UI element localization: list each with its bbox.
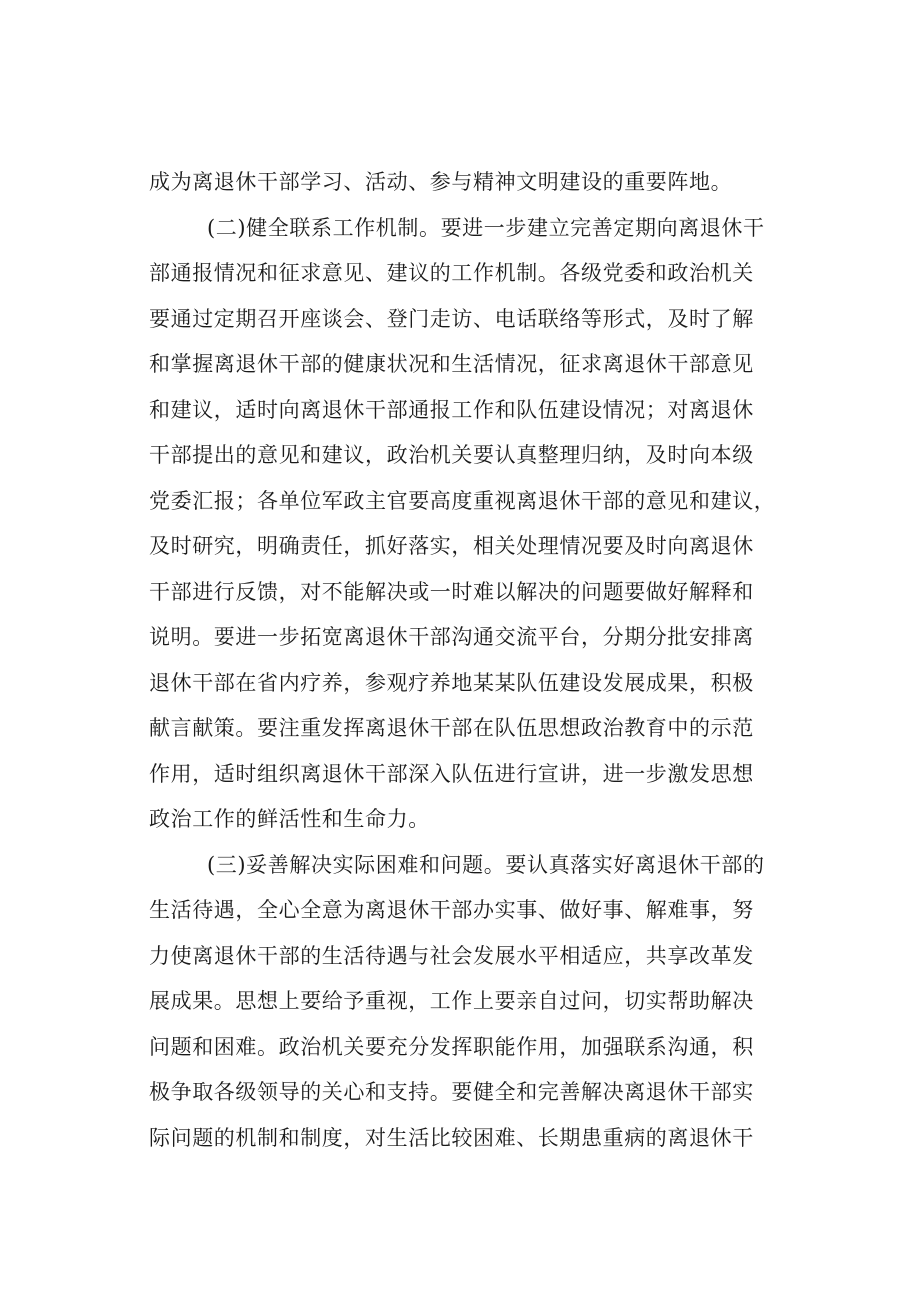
text-line: 作用，适时组织离退休干部深入队伍进行宣讲，进一步激发思想 [149,761,754,786]
text-line: (三)妥善解决实际困难和问题。要认真落实好离退休干部的 [207,852,765,877]
text-line: 献言献策。要注重发挥离退休干部在队伍思想政治教育中的示范 [149,716,754,740]
text-line: 展成果。思想上要给予重视，工作上要亲自过问，切实帮助解决 [149,989,754,1013]
text-line: 政治工作的鲜活性和生命力。 [149,807,430,831]
text-line: 干部提出的意见和建议，政治机关要认真整理归纳，及时向本级 [149,443,754,467]
text-line: 际问题的机制和制度，对生活比较困难、长期患重病的离退休干 [149,1125,754,1150]
text-line: 问题和困难。政治机关要充分发挥职能作用，加强联系沟通，积 [149,1034,754,1059]
text-line: 退休干部在省内疗养，参观疗养地某某队伍建设发展成果，积极 [149,670,754,695]
text-line: 成为离退休干部学习、活动、参与精神文明建设的重要阵地。 [149,170,733,194]
text-line: 党委汇报；各单位军政主官要高度重视离退休干部的意见和建议， [149,488,776,513]
text-line: 生活待遇，全心全意为离退休干部办实事、做好事、解难事，努 [149,898,754,922]
text-line: (二)健全联系工作机制。要进一步建立完善定期向离退休干 [207,215,765,240]
text-line: 和建议，适时向离退休干部通报工作和队伍建设情况；对离退休 [149,397,754,422]
text-line: 及时研究，明确责任，抓好落实，相关处理情况要及时向离退休 [149,534,754,558]
text-line: 和掌握离退休干部的健康状况和生活情况，征求离退休干部意见 [149,352,754,376]
text-line: 力使离退休干部的生活待遇与社会发展水平相适应，共享改革发 [149,943,754,968]
text-line: 说明。要进一步拓宽离退休干部沟通交流平台，分期分批安排离 [149,625,754,649]
text-line: 部通报情况和征求意见、建议的工作机制。各级党委和政治机关 [149,261,754,285]
text-line: 要通过定期召开座谈会、登门走访、电话联络等形式，及时了解 [149,306,754,331]
body-text [149,160,809,1161]
text-line: 极争取各级领导的关心和支持。要健全和完善解决离退休干部实 [149,1080,754,1104]
text-line: 干部进行反馈，对不能解决或一时难以解决的问题要做好解释和 [149,579,754,604]
